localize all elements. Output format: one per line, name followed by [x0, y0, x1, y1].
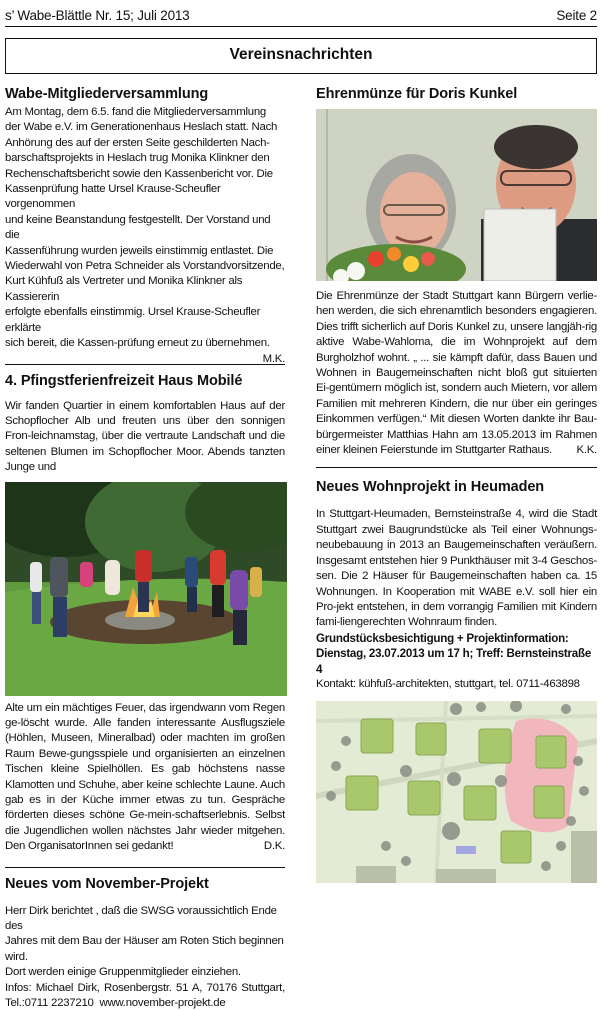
page-header: [5, 6, 597, 27]
article-title: Neues Wohnprojekt in Heumaden: [316, 479, 545, 496]
article-pfingstfreizeit: [5, 373, 285, 855]
phone-number: Tel.:0711 2237210: [5, 997, 94, 1010]
text-line-content: sich bereit, die Kassen-prüfung erneut zu übernehmen.: [5, 337, 270, 350]
article-heumaden: [316, 479, 597, 883]
award-photo: [316, 109, 597, 281]
event-details: Dienstag, 23.07.2013 um 17 h; Treff: Bernsteinstraße 4: [316, 647, 592, 676]
article-ehrenmuenze: [316, 86, 597, 458]
text-line: Wiederwahl von Petra Schneider als Vorstandvorsitzende,: [5, 260, 285, 273]
article-title: 4. Pfingstferienfreizeit Haus Mobilé: [5, 372, 243, 389]
text-line: Kassenprüfung hatte Ursel Krause-Scheufler vorgenommen: [5, 183, 221, 211]
article-mitgliederversammlung: [5, 86, 285, 365]
text-line: barschaftsprojekts in Heslach trug Monika Klinkner den: [5, 152, 270, 165]
text-line: Rechenschaftsbericht sowie den Kassenbericht vor. Die: [5, 167, 273, 180]
site-plan-image: [316, 701, 597, 883]
text-line: Anhörung des auf der ersten Seite geschilderten Nach-: [5, 136, 270, 149]
article-body: [5, 701, 285, 855]
campfire-photo-image: [5, 482, 287, 696]
text-line: [5, 336, 285, 365]
text-line: Jahres mit dem Bau der Häuser am Roten Stich beginnen wird.: [5, 935, 284, 963]
section-title-box: [5, 38, 597, 74]
article-intro: Wir fanden Quartier in einem komfortablen Haus auf der Schopflocher Alb und freuten uns über den sonnigen Fron-leichnamstag, über die vertraute Landschaft und die seltenen Blumen im Schopflocher Moor. Abends tanzten Junge und: [5, 399, 285, 474]
article-title: Wabe-Mitgliederversammlung: [5, 86, 209, 102]
article-separator: [316, 467, 597, 468]
text-line: und keine Beanstandung festgestellt. Der Vorstand und die: [5, 213, 271, 242]
event-heading: Grundstücksbesichtigung + Projektinformation:: [316, 631, 569, 645]
article-separator: [5, 867, 285, 868]
article-separator: [5, 364, 285, 365]
article-body-text: Alte um ein mächtiges Feuer, das irgendwann vom Regen ge-löscht wurde. Alle fanden interessante Ausflugsziele (Höhlen, Museen, Mineralbad) oder machten im großen Raum Bewe-gungsspiele und organisierten an einzelnen Tischen kleine Spielhöllen. Es gab höchstens nasse Klamotten und Schuhe, aber keine schlechte Laune. Auch gab es in der Küche immer etwas zu tun. Gespräche förderten dieses schöne Ge-mein-schaftserlebnis. Selbst die Jugendlichen wollen nächstes Jahr wieder mitgehen. Den OrganisatorInnen sei gedankt!: [5, 701, 285, 853]
author-signature: M.K.: [262, 352, 285, 365]
article-title: Ehrenmünze für Doris Kunkel: [316, 86, 518, 102]
contact-info: Infos: Michael Dirk, Rosenbergstr. 51 A, 70176 Stuttgart,: [5, 981, 285, 994]
article-november-projekt: [5, 876, 285, 1011]
article-title: Neues vom November-Projekt: [5, 875, 209, 892]
text-line: Am Montag, dem 6.5. fand die Mitgliederversammlung: [5, 106, 267, 118]
site-plan-map: [316, 701, 597, 883]
article-body: [316, 289, 597, 458]
author-signature: D.K.: [263, 840, 285, 853]
left-column: [5, 80, 285, 1011]
text-line: Herr Dirk berichtet , daß die SWSG voraussichtlich Ende des: [5, 904, 277, 932]
page-number: Seite 2: [556, 8, 597, 23]
article-body: In Stuttgart-Heumaden, Bernsteinstraße 4, wird die Stadt Stuttgart zwei Baugrundstücke als Teil einer Wohnungs-neubebauung in 2013 an Baugemeinschaften veräußern. Insgesamt entstehen hier 9 Punkthäuser mit 3-4 Geschos-sen. Die 2 Häuser für Baugemeinschaften haben ca. 15 Wohnungen. In Kooperation mit WABE e.V. soll hier ein Pro-jekt entstehen, in dem vorrangig Familien mit Kindern fami-liengerechten Wohnraum finden.: [316, 508, 597, 629]
text-line: Kassenführung wurden jeweils einstimmig entlastet. Die: [5, 244, 274, 257]
text-line: der Wabe e.V. im Generationenhaus Heslach statt. Nach: [5, 121, 278, 134]
article-body: [5, 105, 285, 365]
text-line: Kurt Kühfuß als Vertreter und Monika Klinkner als Kassiererin: [5, 275, 243, 303]
article-body: [5, 904, 285, 1011]
right-column: [316, 80, 597, 883]
section-title: Vereinsnachrichten: [229, 46, 373, 63]
campfire-photo: [5, 482, 287, 696]
text-line: erfolgte ebenfalls einstimmig. Ursel Krause-Scheufler erklärte: [5, 306, 261, 334]
author-signature: K.K.: [576, 444, 597, 457]
award-photo-image: [316, 109, 597, 281]
website-link[interactable]: www.november-projekt.de: [99, 997, 226, 1010]
article-body-text: Die Ehrenmünze der Stadt Stuttgart kann Bürgern verlie-hen werden, die sich ehrenamtlich besonders engagieren. Dies trifft sicherlich auf Doris Kunkel zu, unsere langjäh-rig aktive Wabe-Wahloma, die im Wohnprojekt auf dem Burgholzhof wohnt. „ ... sie kämpft dafür, dass Bauen und Wohnen in Baugemeinschaften nicht bloß gut situierten Ei-gentümern möglich ist, sondern auch Mietern, vor allem Familien mit mehreren Kindern, die nur über ein geringes Einkommen verfügen.“ Mit diesen Worten dankte ihr Bau-bürgermeister Matthias Hahn am 13.05.2013 im Rahmen einer kleinen Feierstunde im Stuttgarter Rathaus.: [316, 290, 597, 457]
contact-info: Kontakt: kühfuß-architekten, stuttgart, tel. 0711-463898: [316, 677, 580, 690]
publication-title: s’ Wabe-Blättle Nr. 15; Juli 2013: [5, 8, 190, 23]
text-line: Dort werden einige Gruppenmitglieder einziehen.: [5, 966, 241, 979]
contact-line: [5, 996, 285, 1011]
